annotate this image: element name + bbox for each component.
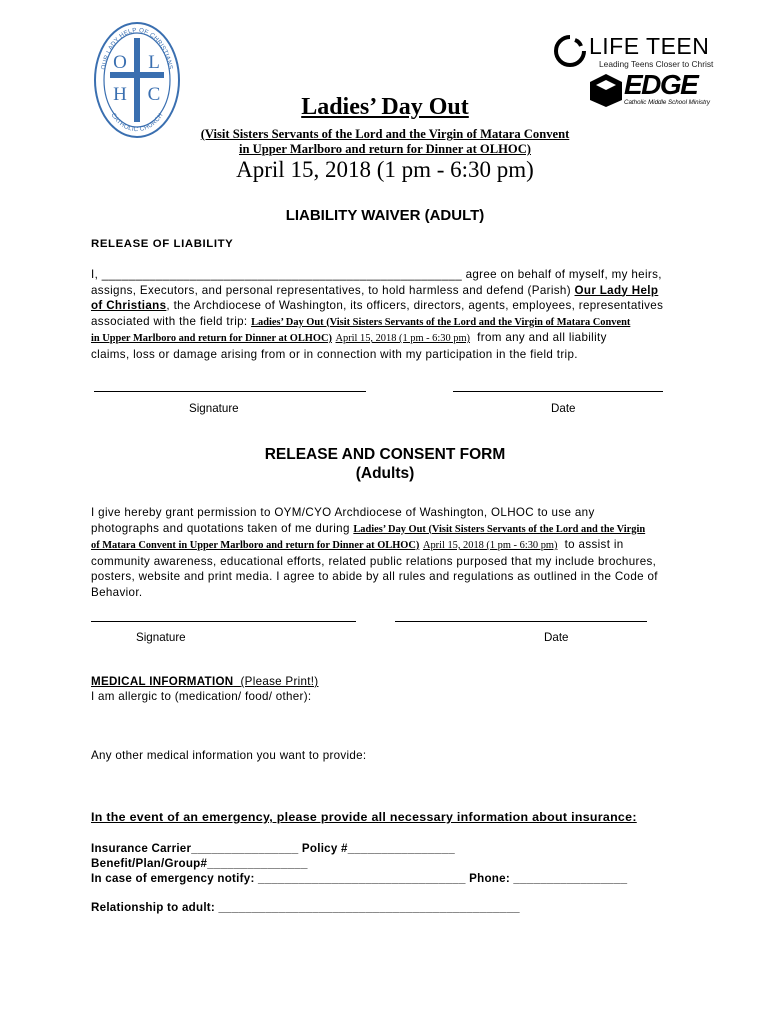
waiver-line-6: claims, loss or damage arising from or in connection with my participation in the field trip. [91, 347, 578, 361]
waiver-date-label: Date [551, 402, 576, 415]
consent-date-label: Date [544, 631, 569, 644]
lifeteen-name: LIFE TEEN [589, 33, 710, 59]
waiver-signature-field[interactable] [94, 391, 366, 392]
consent-subheading: (Adults) [355, 465, 415, 482]
svg-text:CATHOLIC CHURCH: CATHOLIC CHURCH [109, 111, 165, 134]
edge-tagline: Catholic Middle School Ministry [624, 99, 710, 106]
svg-text:OUR LADY HELP OF CHRISTIANS: OUR LADY HELP OF CHRISTIANS [100, 26, 174, 71]
waiver-line-1: I, _____________________________________________________ agree on behalf of myself, my heirs, [91, 268, 662, 281]
seal-letter-o: O [113, 52, 127, 73]
lifeteen-tagline: Leading Teens Closer to Christ [599, 59, 714, 69]
allergy-label: I am allergic to (medication/ food/ other): [91, 690, 312, 703]
seal-letter-h: H [113, 84, 127, 105]
waiver-line-5: in Upper Marlboro and return for Dinner at OLHOC) April 15, 2018 (1 pm - 6:30 pm) from any and all liability [91, 331, 607, 344]
emergency-contact-field[interactable]: In case of emergency notify: _______________________________ Phone: _________________ [91, 872, 628, 885]
edge-name: EDGE [624, 69, 698, 100]
release-heading: RELEASE OF LIABILITY [91, 238, 234, 250]
lifeteen-logo [553, 32, 733, 72]
page-title: Ladies’ Day Out [301, 94, 469, 120]
relationship-field[interactable]: Relationship to adult: _____________________________________________ [91, 901, 520, 914]
church-seal-icon [92, 20, 182, 140]
consent-line-3: of Matara Convent in Upper Marlboro and return for Dinner at OLHOC) April 15, 2018 (1 pm - 6:30 pm) to assist in [91, 538, 624, 551]
consent-signature-label: Signature [136, 631, 186, 644]
subtitle-line1: (Visit Sisters Servants of the Lord and the Virgin of Matara Convent [200, 127, 570, 141]
waiver-line-4: associated with the field trip: Ladies’ Day Out (Visit Sisters Servants of the Lord and the Virgin of Matara Convent [91, 314, 631, 328]
waiver-line-3: of Christians, the Archdiocese of Washington, its officers, directors, agents, employees, representatives [91, 299, 664, 312]
parish-name: Our Lady Help [574, 283, 659, 297]
other-medical-label: Any other medical information you want to provide: [91, 749, 367, 762]
insurance-heading: In the event of an emergency, please provide all necessary information about insurance: [91, 810, 637, 824]
seal-letter-c: C [147, 84, 161, 105]
waiver-trip-date: April 15, 2018 (1 pm - 6:30 pm) [335, 333, 470, 344]
waiver-signature-label: Signature [189, 402, 239, 415]
waiver-heading: LIABILITY WAIVER (ADULT) [285, 207, 485, 224]
lifeteen-mark-icon [553, 34, 587, 68]
consent-line-6: Behavior. [91, 585, 143, 599]
consent-date-field[interactable] [395, 621, 647, 622]
consent-trip-name: Ladies’ Day Out (Visit Sisters Servants of the Lord and the Virgin [353, 523, 646, 535]
benefit-plan-field[interactable]: Benefit/Plan/Group#_______________ [91, 857, 308, 870]
consent-line-1: I give hereby grant permission to OYM/CYO Archdiocese of Washington, OLHOC to use any [91, 506, 595, 519]
medical-heading: MEDICAL INFORMATION (Please Print!) [91, 675, 319, 688]
consent-signature-field[interactable] [91, 621, 356, 622]
event-date: April 15, 2018 (1 pm - 6:30 pm) [236, 157, 534, 182]
waiver-date-field[interactable] [453, 391, 663, 392]
insurance-carrier-field[interactable]: Insurance Carrier________________ Policy #________________ [91, 842, 455, 855]
consent-heading: RELEASE AND CONSENT FORM [264, 446, 506, 463]
subtitle-line2: in Upper Marlboro and return for Dinner at OLHOC) [239, 142, 531, 156]
waiver-trip-name: Ladies’ Day Out (Visit Sisters Servants of the Lord and the Virgin of Matara Convent [251, 316, 631, 328]
waiver-paragraph [91, 267, 691, 362]
church-seal-logo [92, 20, 182, 140]
consent-line-2: photographs and quotations taken of me during Ladies’ Day Out (Visit Sisters Servants of the Lord and the Virgin [91, 521, 646, 535]
consent-line-5: posters, website and print media. I agree to abide by all rules and regulations as outlined in the Code of [91, 570, 658, 583]
consent-paragraph [91, 505, 691, 600]
consent-line-4: community awareness, educational efforts, related public relations purposed that my include brochures, [91, 554, 657, 568]
consent-trip-date: April 15, 2018 (1 pm - 6:30 pm) [422, 540, 558, 551]
waiver-line-2: assigns, Executors, and personal representatives, to hold harmless and defend (Parish) Our Lady Help [91, 283, 659, 297]
seal-letter-l: L [148, 52, 160, 73]
